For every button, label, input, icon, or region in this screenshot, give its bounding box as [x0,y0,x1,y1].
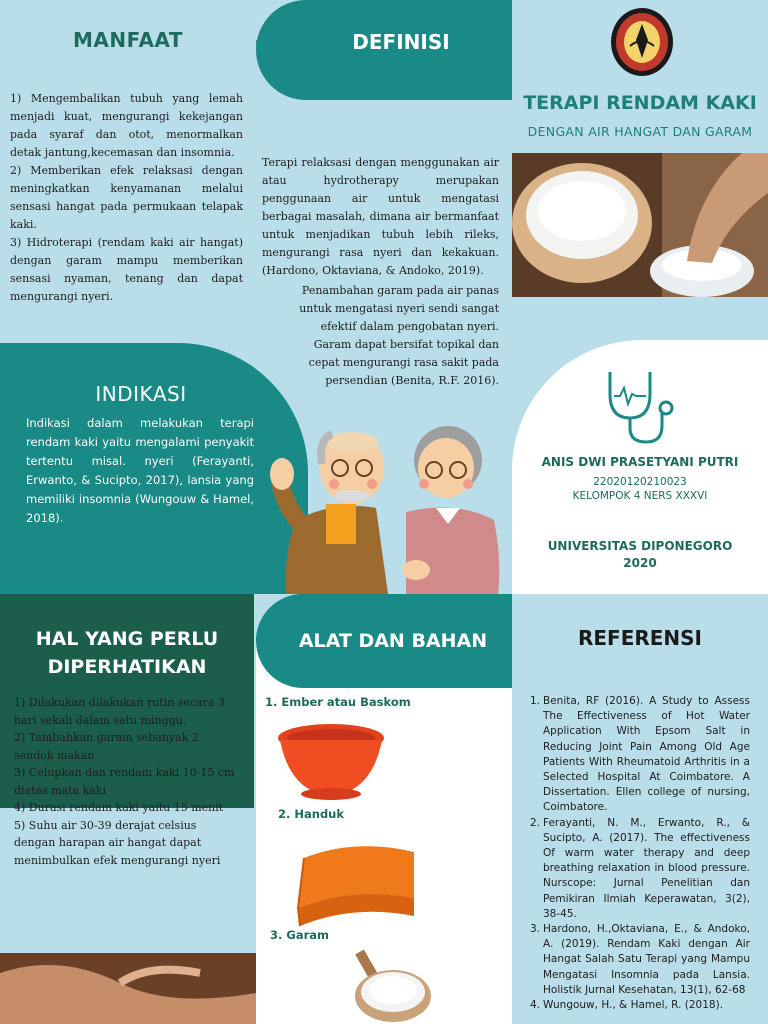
foot-photo-bottom [0,953,256,1024]
referensi-list [530,694,750,1013]
cover-title: TERAPI RENDAM KAKI [523,92,757,114]
indikasi-title: INDIKASI [95,382,187,406]
definisi-paragraph-1: Terapi relaksasi dengan menggunakan air atau hydrotherapy merupakan penggunaan air untuk mengatasi berbagai masalah, dimana air bermanfaat untuk menjadikan tubuh lebih rileks, mengurangi rasa nyeri dan kekakuan. (Hardono, Oktaviana, & Andoko, 2019). [262,156,499,277]
manfaat-list [10,90,243,306]
hal-list [14,694,236,869]
referensi-text: Wungouw, H., & Hamel, R. (2018). [543,999,724,1012]
referensi-item [530,816,750,922]
basin-image [276,722,386,802]
hal-title-line2: DIPERHATIKAN [47,656,207,678]
referensi-item [530,998,750,1013]
manfaat-title: MANFAAT [72,28,184,52]
author-nim: 22020120210023 [593,476,687,488]
university-logo [608,6,676,82]
hal-title-line1: HAL YANG PERLU [35,628,219,650]
alat-item-2: 2. Handuk [278,807,345,821]
author-name: ANIS DWI PRASETYANI PUTRI [541,455,739,469]
hal-item-1: 1) Dilakukan dilakukan rutin secara 3 hari sekali dalam satu minggu. [14,696,225,727]
referensi-item [530,922,750,998]
referensi-item [530,694,750,816]
salt-bowl-image [352,948,434,1024]
referensi-num: 3. [530,923,541,936]
cover-photo-foot-soak [512,153,768,297]
referensi-text: Ferayanti, N. M., Erwanto, R., & Sucipto, A. (2017). The effectiveness Of warm water therapy and deep breathing relaxation in blood pressure. Nurscope: Jurnal Penelitian dan Pemikiran Ilmiah Keperawatan, 3(2), 38-45. [543,816,750,920]
definisi-title: DEFINISI [352,30,450,54]
alat-item-3: 3. Garam [270,928,329,942]
cover-subtitle: DENGAN AIR HANGAT DAN GARAM [527,124,753,139]
hal-item-3: 3) Celupkan dan rendam kaki 10-15 cm diatas mata kaki [14,766,235,797]
manfaat-item-1: 1) Mengembalikan tubuh yang lemah menjadi kuat, mengurangi kekejangan pada syaraf dan otot, menormalkan detak jantung,kecemasan dan insomnia. [10,92,243,159]
referensi-num: 4. [530,999,541,1012]
towel-image [294,838,418,930]
author-year: 2020 [623,556,657,570]
hal-item-2: 2) Tambahkan garam sebanyak 2 sendok makan [14,731,199,762]
hal-item-4: 4) Durasi rendam kaki yaitu 15 menit [14,801,224,814]
referensi-text: Benita, RF (2016). A Study to Assess The Effectiveness of Hot Water Application With Epsom Salt in Reducing Joint Pain Among Old Age Patients With Rheumatoid Arthritis in a Selected Hospital At Coimbatore. A Dissertation. Ellen college of nursing, Coimbatore. [543,695,750,814]
referensi-num: 1. [530,695,541,707]
author-university: UNIVERSITAS DIPONEGORO [547,539,733,553]
elderly-couple-illustration [266,420,506,594]
referensi-num: 2. [530,816,541,829]
manfaat-item-3: 3) Hidroterapi (rendam kaki air hangat) dengan garam mampu memberikan sensasi nyaman, tenang dan dapat mengurangi nyeri. [10,236,243,303]
alat-title: ALAT DAN BAHAN [298,630,488,652]
indikasi-text: Indikasi dalam melakukan terapi rendam kaki yaitu mengalami penyakit tertentu misal. nyeri (Ferayanti, Erwanto, & Sucipto, 2017), lansia yang memiliki insomnia (Wungouw & Hamel, 2018). [26,416,254,525]
referensi-text: Hardono, H.,Oktaviana, E., & Andoko, A. (2019). Rendam Kaki dengan Air Hangat Salah Satu Terapi yang Mampu Mengatasi Insomnia pada Lansia. Holistik Jurnal Kesehatan, 13(1), 62-68 [543,923,750,996]
stethoscope-icon [600,368,680,448]
alat-item-1: 1. Ember atau Baskom [265,695,411,709]
hal-item-5: 5) Suhu air 30-39 derajat celsius dengan harapan air hangat dapat menimbulkan efek mengurangi nyeri [14,818,221,867]
author-group: KELOMPOK 4 NERS XXXVI [572,490,708,502]
referensi-title: REFERENSI [577,626,703,650]
university-seal-icon [608,6,676,82]
definisi-paragraph-2: Penambahan garam pada air panas untuk mengatasi nyeri sendi sangat efektif dalam pengobatan nyeri. Garam dapat bersifat topikal dan cepat mengurangi rasa sakit pada persendian (Benita, R.F. 2016). [299,284,499,387]
manfaat-item-2: 2) Memberikan efek relaksasi dengan meningkatkan kenyamanan melalui sensasi hangat pada permukaan telapak kaki. [10,164,243,231]
